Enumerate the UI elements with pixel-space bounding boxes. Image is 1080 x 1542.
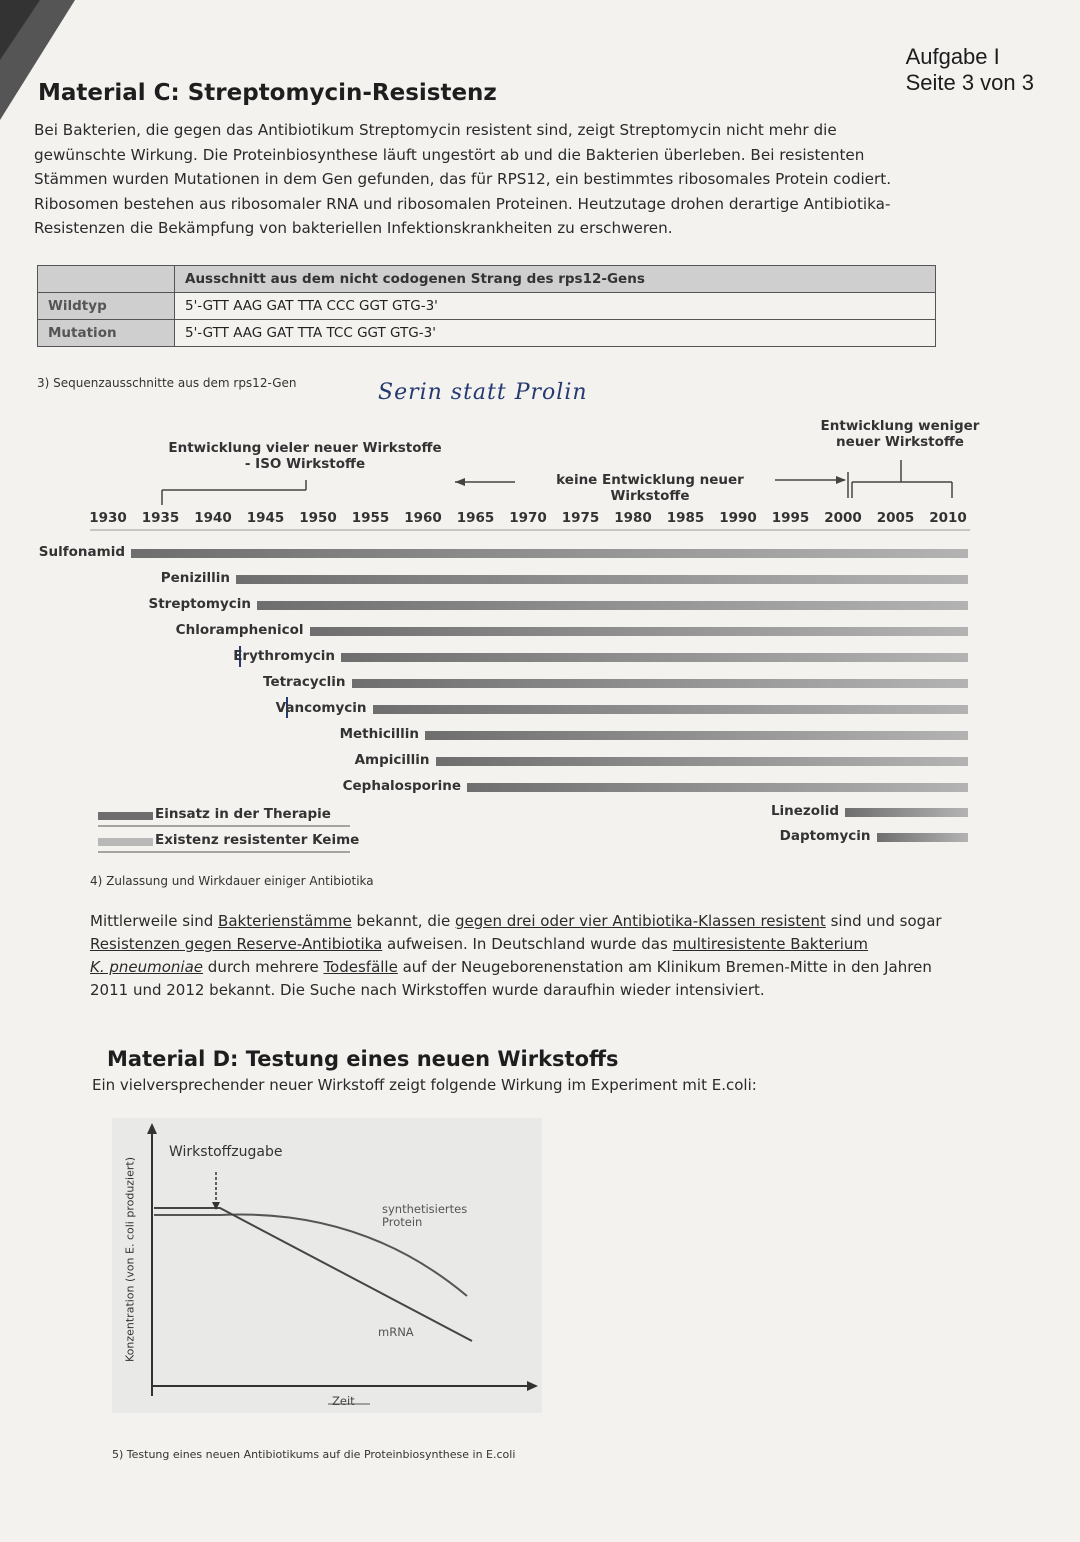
drug-bar [352,679,969,688]
graph-ylabel-box [120,1145,140,1380]
graph-annotation: Wirkstoffzugabe [169,1144,283,1160]
curve-label-mrna: mRNA [378,1325,414,1339]
year-tick-label: 1980 [614,510,652,526]
drug-label: Ampicillin [354,752,430,768]
drug-bar [341,653,968,662]
curve-label-protein: synthetisiertes Protein [382,1202,468,1229]
drug-label: Cephalosporine [342,778,461,794]
drug-label: Streptomycin [148,596,251,612]
drug-bar [373,705,969,714]
graph-ylabel: Konzentration (von E. coli produziert) [123,1156,137,1363]
legend-therapy: Einsatz in der Therapie [155,806,331,822]
paragraph-line: Stämmen wurden Mutationen in dem Gen gefunden, das für RPS12, ein bestimmtes ribosomales Protein codiert. [34,170,892,188]
year-tick-label: 1990 [719,510,757,526]
drug-label: Tetracyclin [263,674,346,690]
task-label: Aufgabe I [905,44,1000,69]
legend-resistant: Existenz resistenter Keime [155,832,360,848]
paragraph-line: Ribosomen bestehen aus ribosomaler RNA und ribosomalen Proteinen. Heutzutage drohen derartige Antibiotika- [34,194,891,213]
page-number: Seite 3 von 3 [905,70,1034,95]
year-tick-label: 1995 [771,510,810,526]
drug-bar [467,783,968,792]
paragraph-line: Resistenzen die Bekämpfung von bakteriellen Infektionskrankheiten zu erschweren. [34,219,673,237]
drug-label: Erythromycin [233,648,335,664]
drug-bar [257,601,968,610]
drug-bar [845,808,968,817]
material-d-intro: Ein vielversprechender neuer Wirkstoff zeigt folgende Wirkung im Experiment mit E.coli: [92,1076,757,1094]
year-tick-label: 1985 [666,510,705,526]
year-tick-label: 1935 [141,510,180,526]
drug-bar [425,731,968,740]
drug-bar [310,627,969,636]
material-d-title: Material D: Testung eines neuen Wirkstoffs [107,1047,619,1071]
year-tick-label: 1940 [194,510,232,526]
drug-label: Chloramphenicol [175,622,304,638]
row-label-wildtyp: Wildtyp [38,293,175,320]
drug-label: Vancomycin [275,700,367,716]
table-header: Ausschnitt aus dem nicht codogenen Strang des rps12-Gens [175,266,936,293]
drug-label: Sulfonamid [38,544,125,560]
concentration-graph [112,1118,552,1418]
drug-label: Methicillin [339,726,419,742]
sequence-wildtyp: 5'-GTT AAG GAT TTA CCC GGT GTG-3' [175,293,936,320]
caption-5: 5) Testung eines neuen Antibiotikums auf die Proteinbiosynthese in E.coli [112,1448,516,1461]
caption-3: 3) Sequenzausschnitte aus dem rps12-Gen [37,376,297,390]
drug-bar [436,757,969,766]
timeline-label-left: Entwicklung vieler neuer Wirkstoffe - ISO Wirkstoffe [168,440,442,472]
paragraph-line: gewünschte Wirkung. Die Proteinbiosynthese läuft ungestört ab und die Bakterien überleben. Bei resistenten [34,145,865,164]
paragraph-2: Mittlerweile sind Bakterienstämme bekannt, die gegen drei oder vier Antibiotika-Klassen resistent sind und sogar Resistenzen gegen Reserve-Antibiotika aufweisen. In Deutschland wurde das multiresistente Bakterium K. pneumoniae durch mehrere Todesfälle auf der Neugeborenenstation am Klinikum Bremen-Mitte in den Jahren 2011 und 2012 bekannt. Die Suche nach Wirkstoffen wurde daraufhin wieder intensiviert. [90,912,942,999]
sequence-mutation: 5'-GTT AAG GAT TTA TCC GGT GTG-3' [175,320,936,347]
drug-label: Daptomycin [779,828,871,844]
year-tick-label: 1975 [561,510,600,526]
drug-bar [877,833,969,842]
paragraph-line: Bei Bakterien, die gegen das Antibiotikum Streptomycin resistent sind, zeigt Streptomycin nicht mehr die [34,121,837,139]
year-tick-label: 1965 [456,510,495,526]
year-tick-label: 2000 [824,510,862,526]
caption-4: 4) Zulassung und Wirkdauer einiger Antibiotika [90,874,374,888]
year-tick-label: 2005 [876,510,915,526]
year-tick-label: 2010 [929,510,967,526]
material-c-title: Material C: Streptomycin-Resistenz [38,80,497,106]
year-tick-label: 1950 [299,510,337,526]
year-tick-label: 1970 [509,510,547,526]
year-tick-label: 1955 [351,510,390,526]
graph-xlabel: Zeit [332,1394,355,1408]
year-tick-label: 1960 [404,510,442,526]
drug-label: Penizillin [160,570,230,586]
legend-swatch-resistant [98,838,153,846]
handwritten-note: Serin statt Prolin [378,380,588,405]
year-tick-label: 1930 [89,510,127,526]
legend-swatch-therapy [98,812,153,820]
drug-bar [236,575,968,584]
drug-label: Linezolid [770,803,839,819]
row-label-mutation: Mutation [38,320,175,347]
year-tick-label: 1945 [246,510,285,526]
timeline-label-middle: keine Entwicklung neuer Wirkstoffe [556,472,744,504]
timeline-label-right: Entwicklung weniger neuer Wirkstoffe [820,418,980,450]
drug-bar [131,549,968,558]
